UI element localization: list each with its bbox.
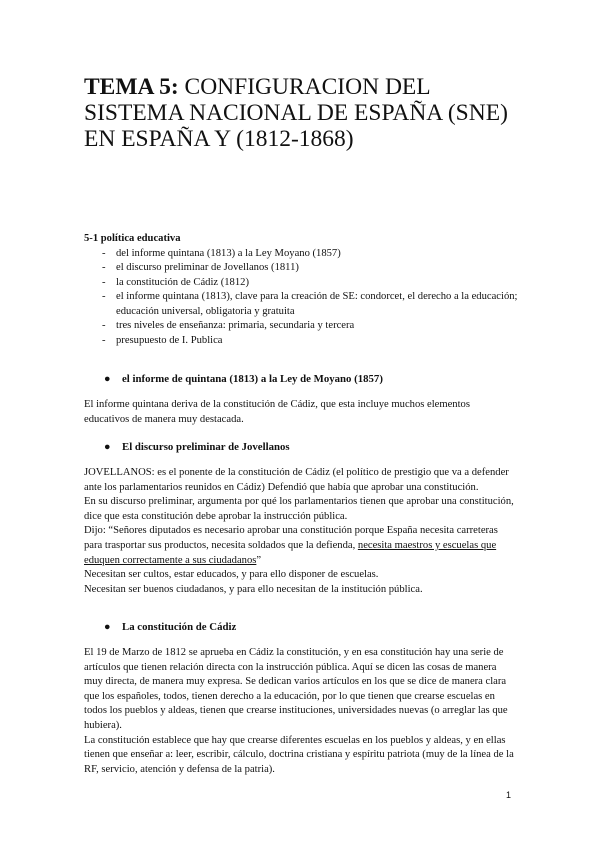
list-item: - del informe quintana (1813) a la Ley Moyano (1857) (84, 247, 524, 262)
paragraph-line: Necesitan ser cultos, estar educados, y para ello disponer de escuelas. (84, 569, 379, 581)
document-title (84, 74, 534, 152)
paragraph-text: El informe quintana deriva de la constitución de Cádiz, que esta incluye muchos elementos educativos de manera muy destacada. (84, 399, 470, 425)
paragraph-constitucion (84, 646, 516, 777)
paragraph-line: Necesitan ser buenos ciudadanos, y para ello necesitan de la institución pública. (84, 583, 423, 595)
list-item: - presupuesto de I. Publica (84, 334, 524, 349)
paragraph-jovellanos (84, 466, 516, 597)
heading-text: El discurso preliminar de Jovellanos (122, 441, 290, 453)
title-tema: TEMA 5: (84, 74, 179, 100)
topic-list (84, 247, 524, 349)
quote-start: Dijo: “Señores diputados es necesario aprobar una constitución porque España necesita carreteras para trasportar sus productos, necesita soldados que la defienda, (84, 525, 498, 551)
page-number: 1 (506, 790, 512, 800)
section-politica-educativa (84, 232, 524, 348)
paragraph-line: JOVELLANOS: es el ponente de la constitución de Cádiz (el político de prestigio que va a defender ante los parlamentarios reunidos en Cádiz) Defendió que había que aprobar una constitución. (84, 467, 509, 493)
heading-text: La constitución de Cádiz (122, 621, 237, 633)
list-item: - el discurso preliminar de Jovellanos (1811) (84, 261, 524, 276)
section-heading: 5-1 política educativa (84, 233, 181, 244)
underlined-quote: necesita maestros y escuelas que eduquen correctamente a sus ciudadanos (84, 539, 497, 566)
paragraph-line: En su discurso preliminar, argumenta por qué los parlamentarios tienen que aprobar una constitución, dice que esta constitución debe aprobar la instrucción pública. (84, 496, 514, 522)
paragraph-line: La constitución establece que hay que crearse diferentes escuelas en los pueblos y aldeas, y en ellas tienen que enseñar a: leer, escribir, cálculo, doctrina cristiana y espíritu patriota (muy de la línea de la RF, servicio, atención y defensa de la patria). (84, 734, 514, 775)
quote-end: ” (256, 554, 262, 566)
paragraph-line (84, 524, 516, 568)
bullet-icon: ● (104, 621, 111, 633)
heading-text: el informe de quintana (1813) a la Ley de Moyano (1857) (122, 373, 383, 385)
list-item: - la constitución de Cádiz (1812) (84, 276, 524, 291)
bullet-icon: ● (104, 441, 111, 453)
paragraph-informe-quintana (84, 398, 516, 427)
title-rest: CONFIGURACION DEL SISTEMA NACIONAL DE ESPAÑA (SNE) EN ESPAÑA Y (1812-1868) (84, 74, 508, 152)
bullet-icon: ● (104, 373, 111, 385)
paragraph-line: El 19 de Marzo de 1812 se aprueba en Cádiz la constitución, y en esa constitución hay una serie de artículos que tienen relación directa con la instrucción pública. Aquí se dicen las cosas de manera muy directa, de manera muy expresa. Se dedican varios artículos en los que se dice de manera clara que los españoles, todos, tienen derecho a la educación, por lo que tienen que crearse escuelas en todos los pueblos y aldeas, tienen que crearse instituciones, universidades nuevas (o arreglar las que hubiera). (84, 647, 508, 731)
list-item: - el informe quintana (1813), clave para la creación de SE: condorcet, el derecho a la educación; educación universal, obligatoria y gratuita (84, 290, 524, 319)
list-item: - tres niveles de enseñanza: primaria, secundaria y tercera (84, 319, 524, 334)
